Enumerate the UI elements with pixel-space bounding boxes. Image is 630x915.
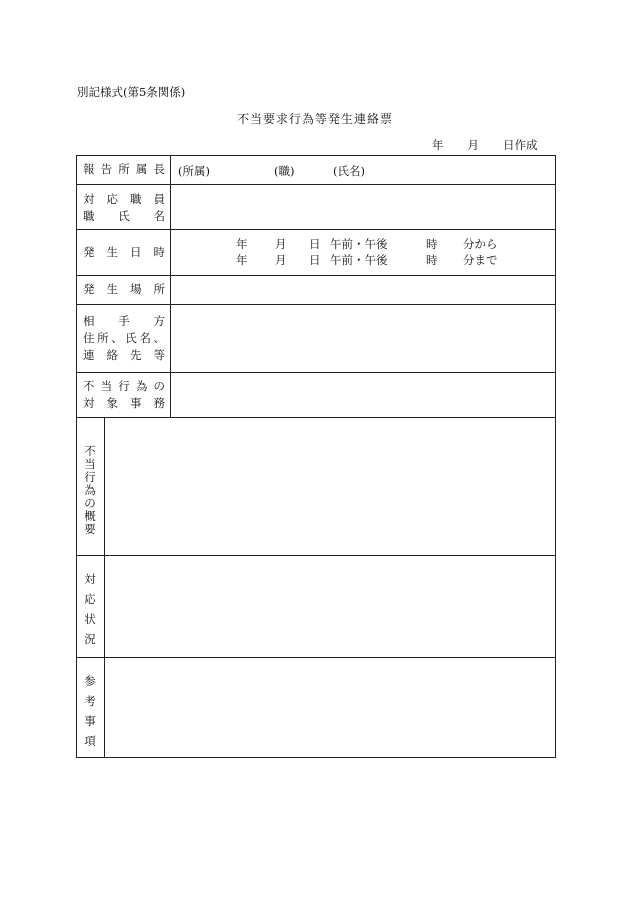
summary-label: 不 当 行 為 の 概 要 xyxy=(84,444,96,536)
label-text: 発 生 場 所 xyxy=(83,282,165,296)
datetime-from-hour: 時 xyxy=(426,237,438,251)
date-year: 年 xyxy=(432,138,444,152)
label-text: 不 当 行 為 の xyxy=(83,379,165,393)
reporter-label xyxy=(83,161,165,178)
datetime-to-minute: 分まで xyxy=(463,253,498,267)
affairs-label xyxy=(83,378,165,412)
date-day-created: 日作成 xyxy=(503,138,538,152)
row-divider xyxy=(76,417,556,418)
row-divider xyxy=(76,275,556,276)
column-divider xyxy=(170,155,171,417)
datetime-label xyxy=(83,244,165,261)
reporter-unit-field: (所属) xyxy=(178,164,210,178)
label-text: 発 生 日 時 xyxy=(83,245,165,259)
column-divider xyxy=(104,417,105,758)
datetime-to-hour: 時 xyxy=(426,253,438,267)
datetime-to-year: 年 xyxy=(236,253,248,267)
datetime-from-ampm: 午前・午後 xyxy=(330,237,388,251)
place-label xyxy=(83,281,165,298)
datetime-from-minute: 分から xyxy=(463,237,498,251)
label-text: 報 告 所 属 長 xyxy=(83,162,165,176)
label-text: 職 氏 名 xyxy=(83,209,165,223)
row-divider xyxy=(76,304,556,305)
reporter-name-field: (氏名) xyxy=(333,164,365,178)
label-text: 対 応 職 員 xyxy=(83,192,165,206)
reporter-position-field: (職) xyxy=(274,164,295,178)
staff-label xyxy=(83,191,165,225)
counterpart-label xyxy=(83,313,165,364)
datetime-to-day: 日 xyxy=(309,253,321,267)
label-text: 相 手 方 xyxy=(83,314,165,328)
label-text: 対 象 事 務 xyxy=(83,396,165,410)
row-divider xyxy=(76,657,556,658)
datetime-from-month: 月 xyxy=(275,237,287,251)
form-reference: 別記様式(第5条関係) xyxy=(77,85,186,99)
date-month: 月 xyxy=(467,138,479,152)
row-divider xyxy=(76,229,556,230)
datetime-to-month: 月 xyxy=(275,253,287,267)
report-form-table xyxy=(76,155,556,758)
datetime-from-year: 年 xyxy=(236,237,248,251)
response-label: 対 応 状 況 xyxy=(84,572,96,646)
row-divider xyxy=(76,555,556,556)
row-divider xyxy=(76,372,556,373)
label-text: 連 絡 先 等 xyxy=(83,348,165,362)
datetime-from-day: 日 xyxy=(309,237,321,251)
creation-date-line xyxy=(432,137,538,153)
label-text: 住 所 、 氏 名 、 xyxy=(83,331,165,345)
reference-label: 参 考 事 項 xyxy=(84,674,96,748)
datetime-to-ampm: 午前・午後 xyxy=(330,253,388,267)
document-title: 不当要求行為等発生連絡票 xyxy=(236,112,393,126)
row-divider xyxy=(76,184,556,185)
